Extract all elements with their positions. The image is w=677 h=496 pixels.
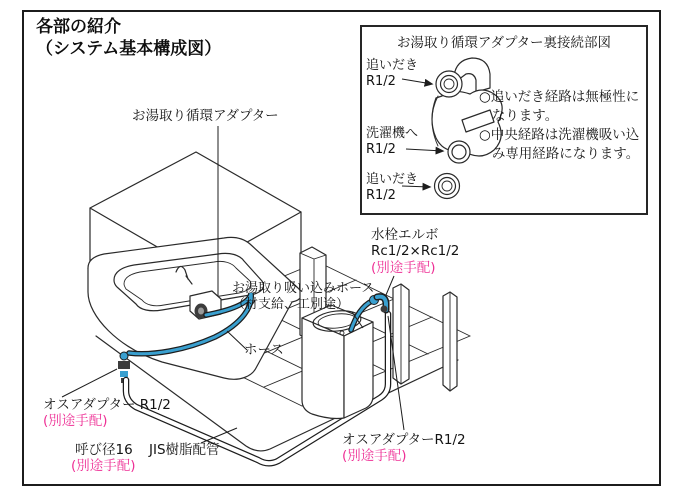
page-title-line2: （システム基本構成図） [36,39,222,60]
port-name: 追いだき [366,58,419,73]
port-name: 追いだき [366,172,419,187]
port-label-washer [366,126,418,158]
label-male-adapter-right [342,432,466,465]
separate-arrangement-note: (別途手配) [43,413,108,430]
washing-machine [302,305,373,419]
port-label-reheat-bottom [366,172,418,204]
port-label-reheat-top [366,58,418,90]
label-jis-pipe: JIS樹脂配管 [149,442,220,458]
label-circulation-adapter: お湯取り循環アダプター [132,108,279,124]
page-title [36,16,221,61]
page-title-line1: 各部の紹介 [36,17,121,37]
wall-panel-right [393,284,457,391]
port-size: R1/2 [366,141,396,157]
nominal-diameter-text: 呼び径16 [75,442,133,458]
faucet-elbow-line2: Rc1/2×Rc1/2 [371,243,460,260]
port-name: 洗濯機へ [366,126,419,141]
detail-box-title: お湯取り循環アダプター裏接続部図 [396,35,612,51]
faucet-elbow-line1: 水栓エルボ [371,227,439,243]
note-item: ○追いだき経路は無極性になります。 [479,89,640,125]
label-suction-hose [232,281,374,313]
port-size: R1/2 [366,187,396,203]
detail-box-notes [479,88,645,165]
label-faucet-elbow [371,227,459,276]
separate-arrangement-note: (別途手配) [371,259,436,276]
port-size: R1/2 [366,73,396,89]
suction-hose-line2: （材支給、工別途） [232,296,350,312]
note-item: ○中央経路は洗濯機吸い込み専用経路になります。 [479,127,640,163]
male-adapter-right-text: オスアダプターR1/2 [342,432,466,448]
label-male-adapter-left [43,397,171,430]
separate-arrangement-note: (別途手配) [342,448,407,465]
male-adapter-left-text: オスアダプター R1/2 [43,397,171,413]
label-nominal-diameter [71,442,136,475]
suction-hose-line1: お湯取り吸い込みホース [232,281,375,296]
label-hose: ホース [244,342,284,358]
separate-arrangement-note: (別途手配) [71,458,136,475]
